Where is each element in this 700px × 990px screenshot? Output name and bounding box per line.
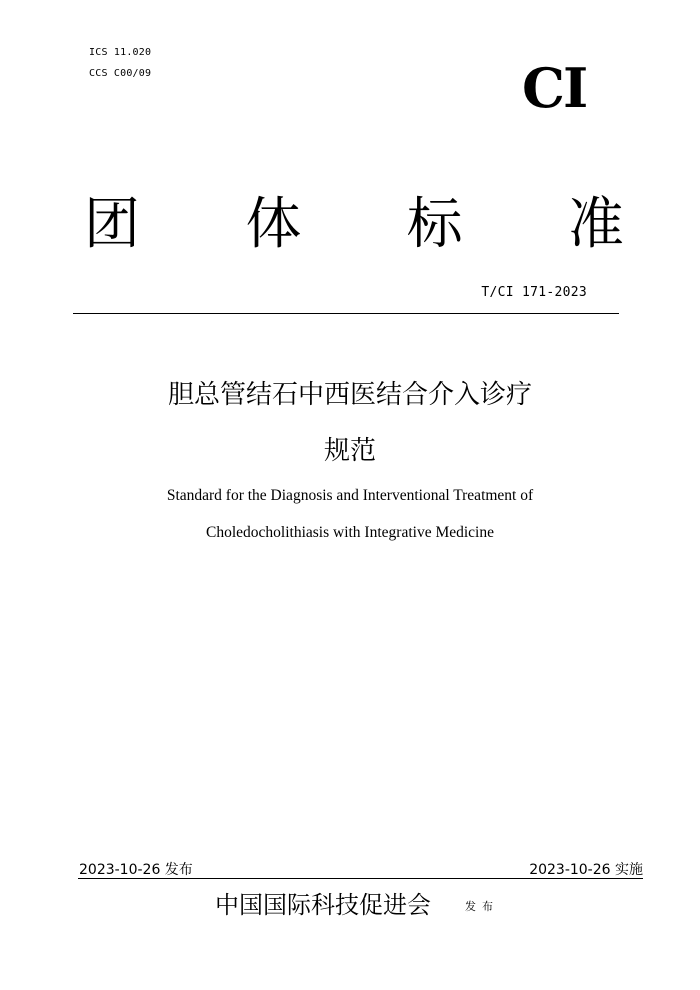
implementation-date: 2023-10-26 实施	[529, 862, 643, 878]
standard-type-char: 准	[567, 192, 624, 257]
standard-type-char: 体	[245, 192, 302, 257]
standard-type-char: 标	[406, 192, 463, 257]
standard-type-char: 团	[84, 192, 140, 257]
ics-code: ICS 11.020	[89, 47, 152, 58]
title-english-line-2: Choledocholithiasis with Integrative Medicine	[206, 524, 494, 541]
title-chinese-line-2: 规范	[323, 436, 376, 466]
ci-logo: CI	[522, 56, 587, 120]
ccs-code: CCS C00/09	[89, 68, 152, 79]
standard-type-title	[84, 190, 624, 260]
footer-divider	[78, 878, 643, 879]
title-chinese-line-1: 胆总管结石中西医结合介入诊疗	[167, 380, 532, 410]
issue-date: 2023-10-26 发布	[79, 862, 193, 878]
publish-label: 发布	[465, 900, 499, 913]
title-english-line-1: Standard for the Diagnosis and Interventional Treatment of	[166, 487, 534, 504]
standard-number: T/CI 171-2023	[481, 285, 587, 300]
publishing-organization: 中国国际科技促进会	[215, 891, 431, 919]
header-divider	[73, 313, 619, 314]
